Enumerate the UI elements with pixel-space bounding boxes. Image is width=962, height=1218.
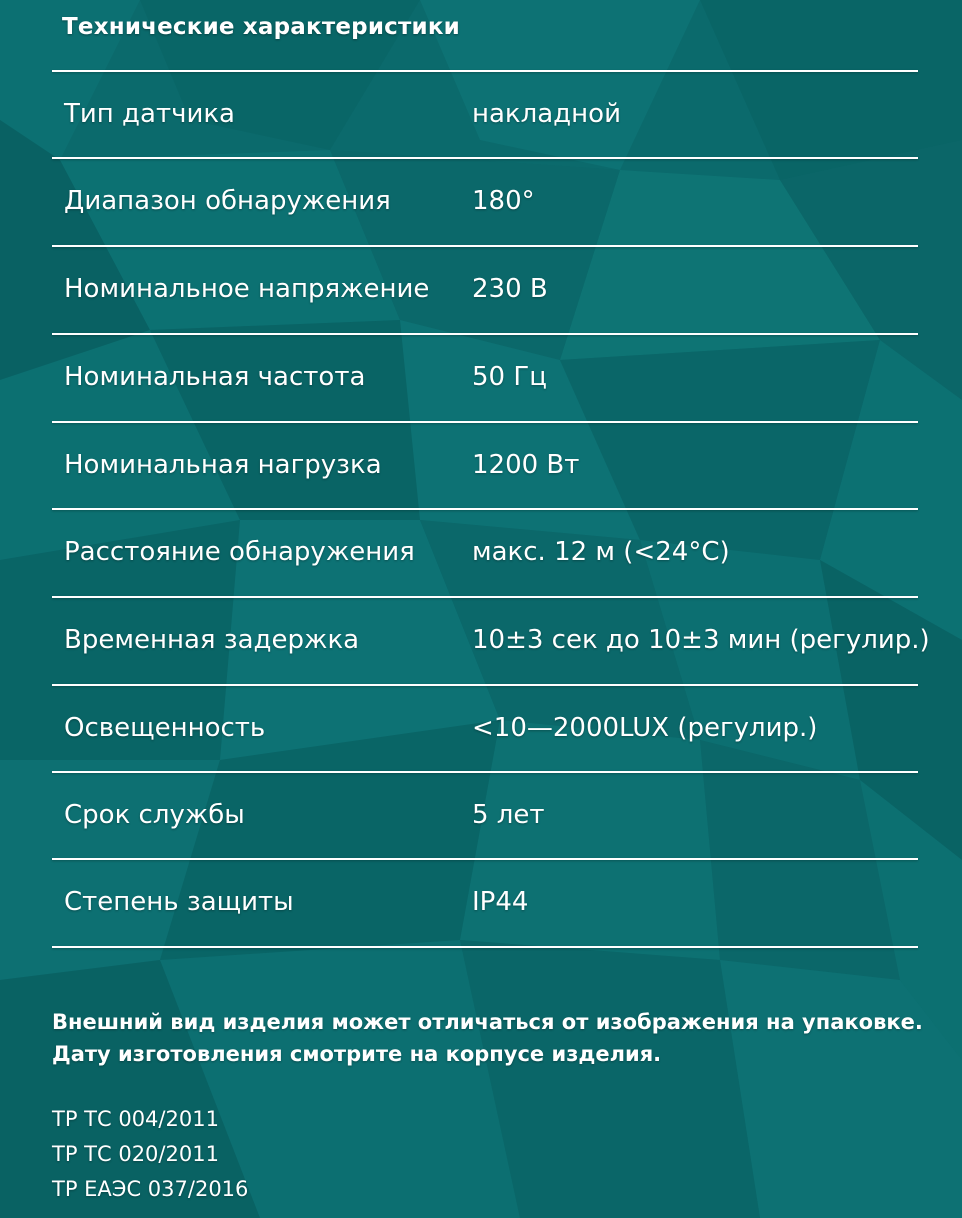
spec-value: IP44: [472, 887, 529, 917]
spec-value: макс. 12 м (<24°C): [472, 537, 730, 567]
spec-label: Временная задержка: [64, 625, 360, 655]
spec-label: Степень защиты: [64, 887, 294, 917]
spec-label: Тип датчика: [64, 99, 235, 129]
spec-label: Освещенность: [64, 713, 266, 743]
spec-value: <10—2000LUX (регулир.): [472, 713, 818, 743]
spec-value: 5 лет: [472, 800, 545, 830]
standard-item: ТР ТС 004/2011: [52, 1107, 219, 1131]
spec-row: [52, 158, 918, 245]
note-line: Дату изготовления смотрите на корпусе изделия.: [52, 1042, 662, 1066]
spec-row: [52, 772, 918, 859]
standard-item: ТР ТС 020/2011: [52, 1142, 219, 1166]
spec-row: [52, 859, 918, 946]
spec-label: Номинальная нагрузка: [64, 450, 382, 480]
spec-value: 10±3 сек до 10±3 мин (регулир.): [472, 625, 930, 655]
spec-value: 1200 Вт: [472, 450, 580, 480]
spec-row: [52, 685, 918, 772]
divider: [52, 946, 918, 948]
standard-item: ТР ЕАЭС 037/2016: [52, 1177, 249, 1201]
spec-label: Номинальное напряжение: [64, 274, 430, 304]
spec-label: Срок службы: [64, 800, 245, 830]
spec-value: 50 Гц: [472, 362, 547, 392]
spec-row: [52, 509, 918, 596]
spec-row: [52, 246, 918, 333]
spec-value: 180°: [472, 186, 535, 216]
spec-row: [52, 334, 918, 421]
spec-value: накладной: [472, 99, 621, 129]
notes: [52, 1006, 923, 1070]
page-title: Технические характеристики: [62, 14, 460, 40]
spec-row: [52, 71, 918, 158]
spec-value: 230 В: [472, 274, 548, 304]
spec-row: [52, 597, 930, 684]
standards-list: [52, 1102, 248, 1207]
note-line: Внешний вид изделия может отличаться от изображения на упаковке.: [52, 1010, 923, 1034]
spec-label: Номинальная частота: [64, 362, 366, 392]
spec-row: [52, 422, 918, 509]
spec-label: Расстояние обнаружения: [64, 537, 415, 567]
spec-label: Диапазон обнаружения: [64, 186, 391, 216]
